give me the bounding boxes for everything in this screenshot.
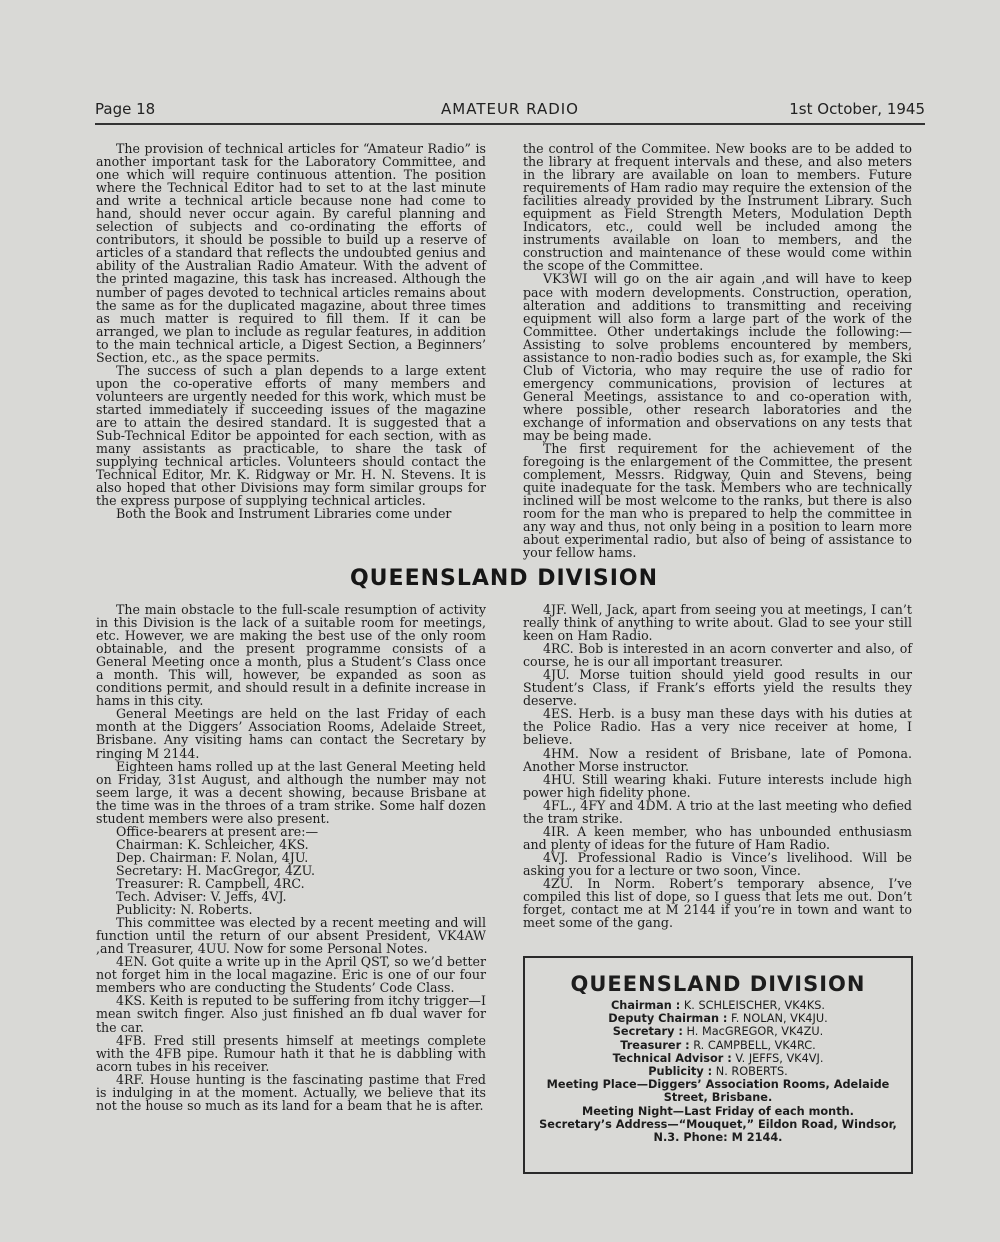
box-value: V. JEFFS, VK4VJ. (735, 1051, 824, 1065)
paragraph: The provision of technical articles for “Amateur Radio” is another important task for the Laboratory Committee, and one which will require continuous attention. The position where the Technical Editor had to set to at the last minute and write a technical article because none had come to hand, should never occur again. By careful planning and selection of subjects and co-ordinating the efforts of contributors, it should be possible to build up a reserve of articles of a standard that reflects the undoubted genius and ability of the Australian Radio Amateur. With the advent of the printed magazine, this task has increased. Although the number of pages devoted to technical articles remains about the same as for the duplicated magazine, about three times as much matter is required to fill them. If it can be arranged, we plan to include as regular features, in addition to the main technical article, a Digest Section, a Beginners’ Section, etc., as the space permits. (96, 141, 486, 365)
box-meeting-place (531, 1078, 905, 1104)
paragraph: 4HM. Now a resident of Brisbane, late of Pomona. Another Morse instructor. (523, 745, 912, 774)
list-item: Secretary: H. MacGregor, 4ZU. (116, 862, 316, 878)
box-row (531, 1012, 905, 1025)
paragraph: The first requirement for the achievement of the foregoing is the enlargement of the Committee, the present complement, Messrs. Ridgway, Quin and Stevens, being quite inadequate for the task. Members who are technically inclined will be most welcome to the ranks, but there is also room for the man who is prepared to help the committee in any way and thus, not only being in a position to learn more about experimental radio, but also of being of assistance to your fellow hams. (523, 441, 912, 561)
box-value: F. NOLAN, VK4JU. (731, 1012, 828, 1026)
page-number: Page 18 (95, 100, 156, 118)
issue-date: 1st October, 1945 (789, 100, 925, 118)
paragraph: 4HU. Still wearing khaki. Future interests include high power high fidelity phone. (523, 771, 912, 800)
paragraph: General Meetings are held on the last Friday of each month at the Diggers’ Association Rooms, Adelaide Street, Brisbane. Any visiting hams can contact the Secretary by ringing M 2144. (96, 706, 486, 761)
paragraph: Eighteen hams rolled up at the last General Meeting held on Friday, 31st August, and although the number may not seem large, it was a decent showing, because Brisbane at the time was in the throes of a tram strike. Some half dozen student members were also present. (96, 758, 486, 826)
paragraph: 4ZU. In Norm. Robert’s temporary absence, I’ve compiled this list of dope, so I guess that lets me out. Don’t forget, contact me at M 2144 if you’re in town and want to meet some of the gang. (523, 875, 912, 931)
list-item: Publicity: N. Roberts. (116, 902, 253, 918)
publication-title: AMATEUR RADIO (441, 100, 579, 118)
box-secretary-address (531, 1118, 905, 1144)
box-row (531, 1065, 905, 1078)
box-label: Technical Advisor : (612, 1051, 732, 1065)
box-row (531, 1039, 905, 1052)
list-item: Chairman: K. Schleicher, 4KS. (116, 836, 309, 852)
paragraph: The main obstacle to the full-scale resumption of activity in this Division is the lack of a suitable room for meetings, etc. However, we are making the best use of the only room obtainable, and the present programme consists of a General Meeting once a month, plus a Student’s Class once a month. This will, however, be expanded as soon as conditions permit, and should result in a definite increase in hams in this city. (96, 602, 486, 709)
header-rule (95, 123, 925, 125)
box-title: QUEENSLAND DIVISION (570, 972, 866, 996)
box-label: Secretary’s Address— (539, 1117, 679, 1131)
box-value: R. CAMPBELL, VK4RC. (693, 1038, 816, 1052)
division-info-box (523, 956, 913, 1174)
paragraph: 4RF. House hunting is the fascinating pastime that Fred is indulging in at the moment. Actually, we believe that its not the house so much as its land for a beam that he is after. (96, 1071, 486, 1113)
paragraph: the control of the Commitee. New books are to be added to the library at frequent intervals and these, and also meters in the library are available on loan to members. Future requirements of Ham radio may require the extension of the facilities already provided by the Instrument Library. Such equipment as Field Strength Meters, Modulation Depth Indicators, etc., could well be included among the instruments available on loan to members, and the construction and maintenance of these would come within the scope of the Committee. (523, 141, 912, 274)
paragraph: 4JU. Morse tuition should yield good results in our Student’s Class, if Frank’s efforts yield the results they deserve. (523, 667, 912, 709)
box-label: Publicity : (648, 1065, 713, 1079)
box-row (531, 999, 905, 1012)
laboratory-article-column-2 (523, 142, 912, 560)
paragraph: 4JF. Well, Jack, apart from seeing you at meetings, I can’t really think of anything to write about. Glad to see your still keen on Ham Radio. (523, 602, 912, 644)
paragraph: 4KS. Keith is reputed to be suffering from itchy trigger—I mean switch finger. Also just finished an fb dual waver for the car. (96, 993, 486, 1035)
queensland-column-2 (523, 603, 912, 929)
paragraph: 4IR. A keen member, who has unbounded enthusiasm and plenty of ideas for the future of Ham Radio. (523, 823, 912, 852)
box-label: Secretary : (612, 1025, 683, 1039)
list-item: Treasurer: R. Campbell, 4RC. (116, 875, 305, 891)
paragraph: The success of such a plan depends to a large extent upon the co-operative efforts of many members and volunteers are urgently needed for this work, which must be started immediately if succeeding issues of the magazine are to attain the desired standard. It is suggested that a Sub-Technical Editor be appointed for each section, with as many assistants as practicable, to share the task of supplying technical articles. Volunteers should contact the Technical Editor, Mr. K. Ridgway or Mr. H. N. Stevens. It is also hoped that other Divisions may form similar groups for the express purpose of supplying technical articles. (96, 362, 486, 509)
box-meeting-night (531, 1105, 905, 1118)
box-value: “Mouquet,” Eildon Road, Windsor, N.3. Phone: M 2144. (653, 1117, 897, 1145)
paragraph: VK3WI will go on the air again ,and will have to keep pace with modern developments. Construction, operation, alteration and additions to transmitting and receiving equipment will also form a large part of the work of the Committee. Other undertakings include the following:—Assisting to solve problems encountered by members, assistance to non-radio bodies such as, for example, the Ski Club of Victoria, who may require the use of radio for emergency communications, provision of lectures at General Meetings, assistance to and co-operation with, where possible, other research laboratories and the exchange of information and observations on any tests that may be being made. (523, 271, 912, 444)
paragraph: 4FB. Fred still presents himself at meetings complete with the 4FB pipe. Rumour hath it that he is dabbling with acorn tubes in his receiver. (96, 1032, 486, 1074)
section-heading: QUEENSLAND DIVISION (349, 566, 659, 591)
queensland-column-1 (96, 603, 486, 1112)
office-bearers-list (96, 825, 486, 916)
box-value: Diggers’ Association Rooms, Adelaide Street, Brisbane. (648, 1078, 890, 1105)
paragraph: 4FL., 4FY and 4DM. A trio at the last meeting who defied the tram strike. (523, 797, 912, 826)
box-row (531, 1025, 905, 1038)
paragraph: 4EN. Got quite a write up in the April QST, so we’d better not forget him in the local magazine. Eric is one of our four members who are conducting the Students’ Code Class. (96, 954, 486, 996)
box-label: Chairman : (610, 999, 681, 1012)
list-item: Office-bearers at present are:— (116, 823, 319, 839)
paragraph: 4VJ. Professional Radio is Vince’s livelihood. Will be asking you for a lecture or two soon, Vince. (523, 849, 912, 878)
box-label: Meeting Place— (546, 1078, 649, 1092)
paragraph: This committee was elected by a recent meeting and will function until the return of our absent President, VK4AW ,and Treasurer, 4UU. Now for some Personal Notes. (96, 915, 486, 957)
box-label: Meeting Night— (582, 1104, 685, 1118)
box-row (531, 1052, 905, 1065)
paragraph: 4ES. Herb. is a busy man these days with his duties at the Police Radio. Has a very nice receiver at home, I believe. (523, 706, 912, 748)
paragraph: Both the Book and Instrument Libraries come under (116, 506, 452, 522)
box-value: Last Friday of each month. (684, 1104, 854, 1118)
box-value: K. SCHLEISCHER, VK4KS. (683, 999, 825, 1012)
box-label: Treasurer : (620, 1038, 690, 1052)
list-item: Dep. Chairman: F. Nolan, 4JU. (116, 849, 309, 865)
page-header (95, 100, 925, 124)
paragraph: 4RC. Bob is interested in an acorn converter and also, of course, he is our all important treasurer. (523, 641, 912, 670)
box-value: N. ROBERTS. (715, 1065, 788, 1079)
laboratory-article-column-1 (96, 142, 486, 520)
box-label: Deputy Chairman : (608, 1012, 728, 1026)
list-item: Tech. Adviser: V. Jeffs, 4VJ. (116, 889, 287, 905)
box-value: H. MacGREGOR, VK4ZU. (686, 1025, 824, 1039)
